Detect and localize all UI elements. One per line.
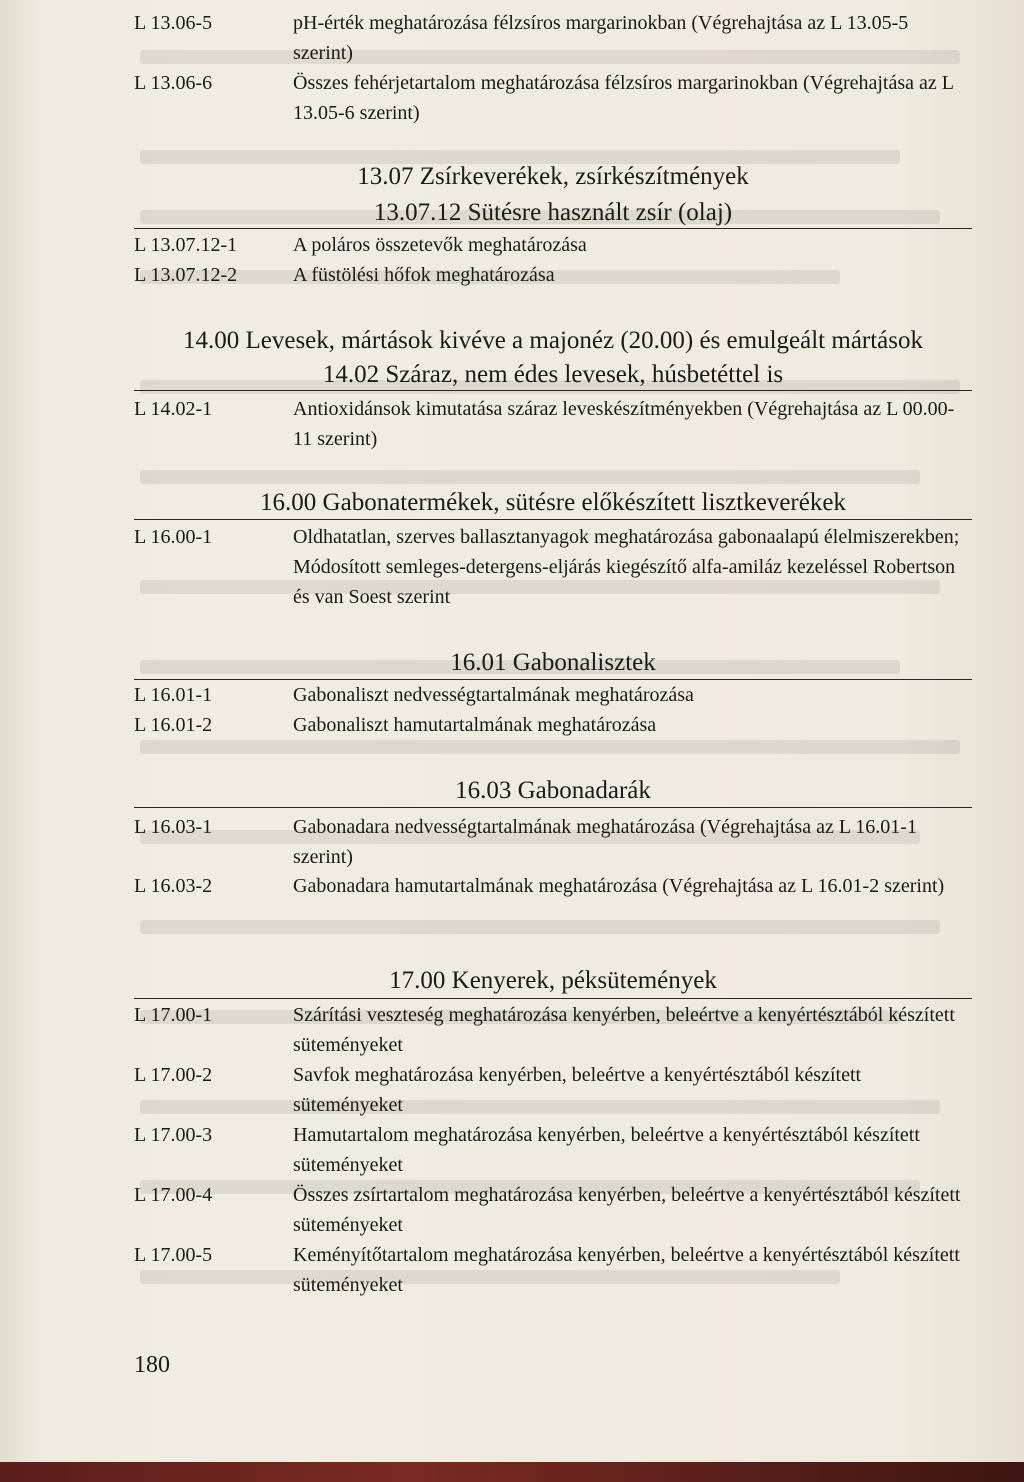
method-description: Gabonadara nedvességtartalmának meghatározása (Végrehajtása az L 16.01-1 szerint) xyxy=(293,816,917,868)
method-description: Hamutartalom meghatározása kenyérben, beleértve a kenyértésztából készített süteményeket xyxy=(293,1124,920,1176)
method-code: L 16.00-1 xyxy=(134,526,213,548)
section-rule xyxy=(134,807,972,808)
section-rule xyxy=(134,519,972,520)
method-description: Összes fehérjetartalom meghatározása félzsíros margarinokban (Végrehajtása az L 13.05-6 szerint) xyxy=(293,72,954,124)
method-description: Gabonadara hamutartalmának meghatározása (Végrehajtása az L 16.01-2 szerint) xyxy=(293,875,945,897)
method-code: L 14.02-1 xyxy=(134,398,213,420)
method-code: L 17.00-2 xyxy=(134,1064,213,1086)
method-code: L 13.07.12-2 xyxy=(134,264,238,286)
section-heading: 17.00 Kenyerek, péksütemények xyxy=(389,967,717,994)
subsection-heading: 13.07.12 Sütésre használt zsír (olaj) xyxy=(373,199,733,226)
method-code: L 16.03-1 xyxy=(134,816,213,838)
subsection-heading: 14.02 Száraz, nem édes levesek, húsbetéttel is xyxy=(322,361,784,388)
section-heading: 13.07 Zsírkeverékek, zsírkészítmények xyxy=(357,163,749,190)
method-code: L 17.00-1 xyxy=(134,1004,213,1026)
method-code: L 16.03-2 xyxy=(134,875,213,897)
method-description: Antioxidánsok kimutatása száraz leveskészítményekben (Végrehajtása az L 00.00-11 szerint) xyxy=(293,398,955,450)
section-rule xyxy=(134,228,972,229)
method-code: L 13.07.12-1 xyxy=(134,234,238,256)
method-description: pH-érték meghatározása félzsíros margarinokban (Végrehajtása az L 13.05-5 szerint) xyxy=(293,12,909,64)
book-edge-band xyxy=(0,1462,1024,1482)
method-code: L 16.01-1 xyxy=(134,684,213,706)
method-description: A füstölési hőfok meghatározása xyxy=(293,264,555,286)
section-heading: 14.00 Levesek, mártások kivéve a majonéz (20.00) és emulgeált mártások xyxy=(182,327,924,354)
method-description: Oldhatatlan, szerves ballasztanyagok meghatározása gabonaalapú élelmiszerekben; Módosított semleges-detergens-eljárás kiegészítő alfa-amiláz kezeléssel Robertson és van Soest szerint xyxy=(293,526,960,608)
method-description: Savfok meghatározása kenyérben, beleértve a kenyértésztából készített süteményeket xyxy=(293,1064,862,1116)
section-rule xyxy=(134,390,972,391)
method-code: L 13.06-5 xyxy=(134,12,213,34)
method-code: L 17.00-3 xyxy=(134,1124,213,1146)
method-description: Összes zsírtartalom meghatározása kenyérben, beleértve a kenyértésztából készített süteményeket xyxy=(293,1184,961,1236)
method-code: L 16.01-2 xyxy=(134,714,213,736)
method-description: Szárítási veszteség meghatározása kenyérben, beleértve a kenyértésztából készített süteményeket xyxy=(293,1004,955,1056)
method-code: L 13.06-6 xyxy=(134,72,213,94)
method-description: Gabonaliszt hamutartalmának meghatározása xyxy=(293,714,657,736)
method-description: Gabonaliszt nedvességtartalmának meghatározása xyxy=(293,684,694,706)
subsection-heading: 16.03 Gabonadarák xyxy=(455,777,651,804)
method-description: Keményítőtartalom meghatározása kenyérben, beleértve a kenyértésztából készített süteményeket xyxy=(293,1244,960,1296)
section-rule xyxy=(134,998,972,999)
method-code: L 17.00-4 xyxy=(134,1184,213,1206)
section-heading: 16.00 Gabonatermékek, sütésre előkészített lisztkeverékek xyxy=(260,489,846,516)
subsection-heading: 16.01 Gabonalisztek xyxy=(450,649,656,676)
method-description: A poláros összetevők meghatározása xyxy=(293,234,587,256)
page-number: 180 xyxy=(134,1352,170,1378)
method-code: L 17.00-5 xyxy=(134,1244,213,1266)
